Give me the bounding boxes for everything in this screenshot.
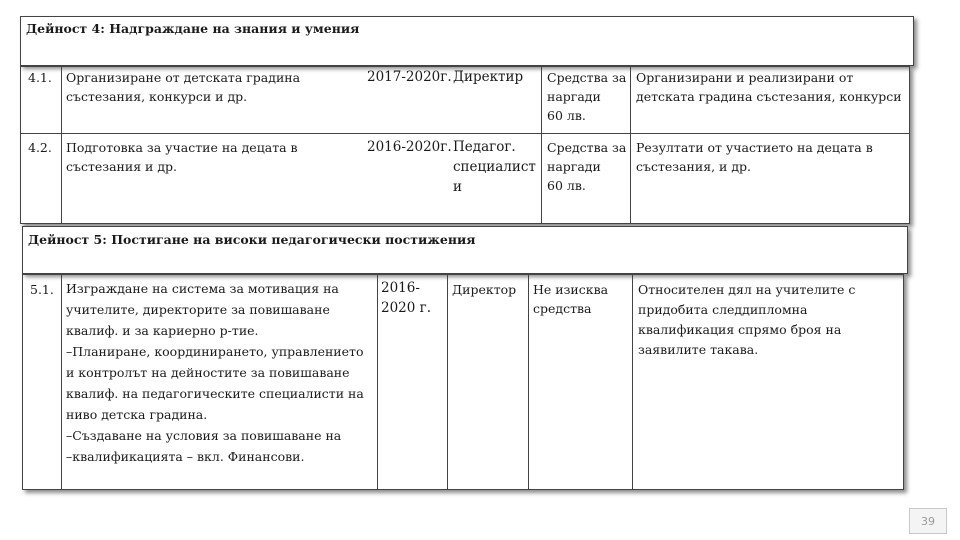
row-4-1-num: 4.1. <box>28 70 52 85</box>
activity4-col-divider <box>541 66 542 224</box>
row-5-1-funding: Не изисква средства <box>533 282 609 316</box>
row-4-2-responsible: Педагог. специалист и <box>453 139 536 195</box>
activity5-col-divider <box>447 274 448 490</box>
activity5-col-divider <box>377 274 378 490</box>
activity5-title: Дейност 5: Постигане на високи педагогически постижения <box>28 232 476 247</box>
row-5-1-description: Изграждане на система за мотивация на учителите, директорите за повишаване квалиф. и за кариерно р-тие. –Планиране, координирането, управлението и контролът на дейностите за повишаване квалиф. на педагогическите специалисти на ниво детска градина. –Създаване на условия за повишаване на –квалификацията – вкл. Финансови. <box>66 281 364 464</box>
activity4-title: Дейност 4: Надграждане на знания и умения <box>26 21 360 36</box>
activity5-col-divider <box>61 274 62 490</box>
row-4-2-num: 4.2. <box>28 140 52 155</box>
row-4-2-result: Резултати от участието на децата в състезания, и др. <box>636 140 873 174</box>
row-5-1-num: 5.1. <box>30 282 54 297</box>
row-5-1-result: Относителен дял на учителите с придобита следдипломна квалификация спрямо броя на заявилите такава. <box>638 282 856 357</box>
row-4-1-result: Организирани и реализирани от детската градина състезания, конкурси <box>636 70 902 104</box>
row-4-1-period: 2017-2020г. <box>367 69 452 85</box>
row-5-1-responsible: Директор <box>452 282 517 297</box>
row-4-2-funding: Средства за наргади 60 лв. <box>547 140 627 193</box>
activity4-row-divider <box>20 133 910 134</box>
row-4-2-period: 2016-2020г. <box>367 139 452 155</box>
activity4-col-divider <box>630 66 631 224</box>
activity5-col-divider <box>528 274 529 490</box>
activity4-col-divider <box>61 66 62 224</box>
activity5-col-divider <box>632 274 633 490</box>
row-4-1-description: Организиране от детската градина състезания, конкурси и др. <box>66 70 301 104</box>
row-5-1-period: 2016- 2020 г. <box>381 280 432 316</box>
row-4-1-responsible: Директир <box>453 69 524 85</box>
page-number: 39 <box>909 508 947 534</box>
row-4-2-description: Подготовка за участие на децата в състезания и др. <box>66 140 298 174</box>
row-4-1-funding: Средства за наргади 60 лв. <box>547 70 627 123</box>
